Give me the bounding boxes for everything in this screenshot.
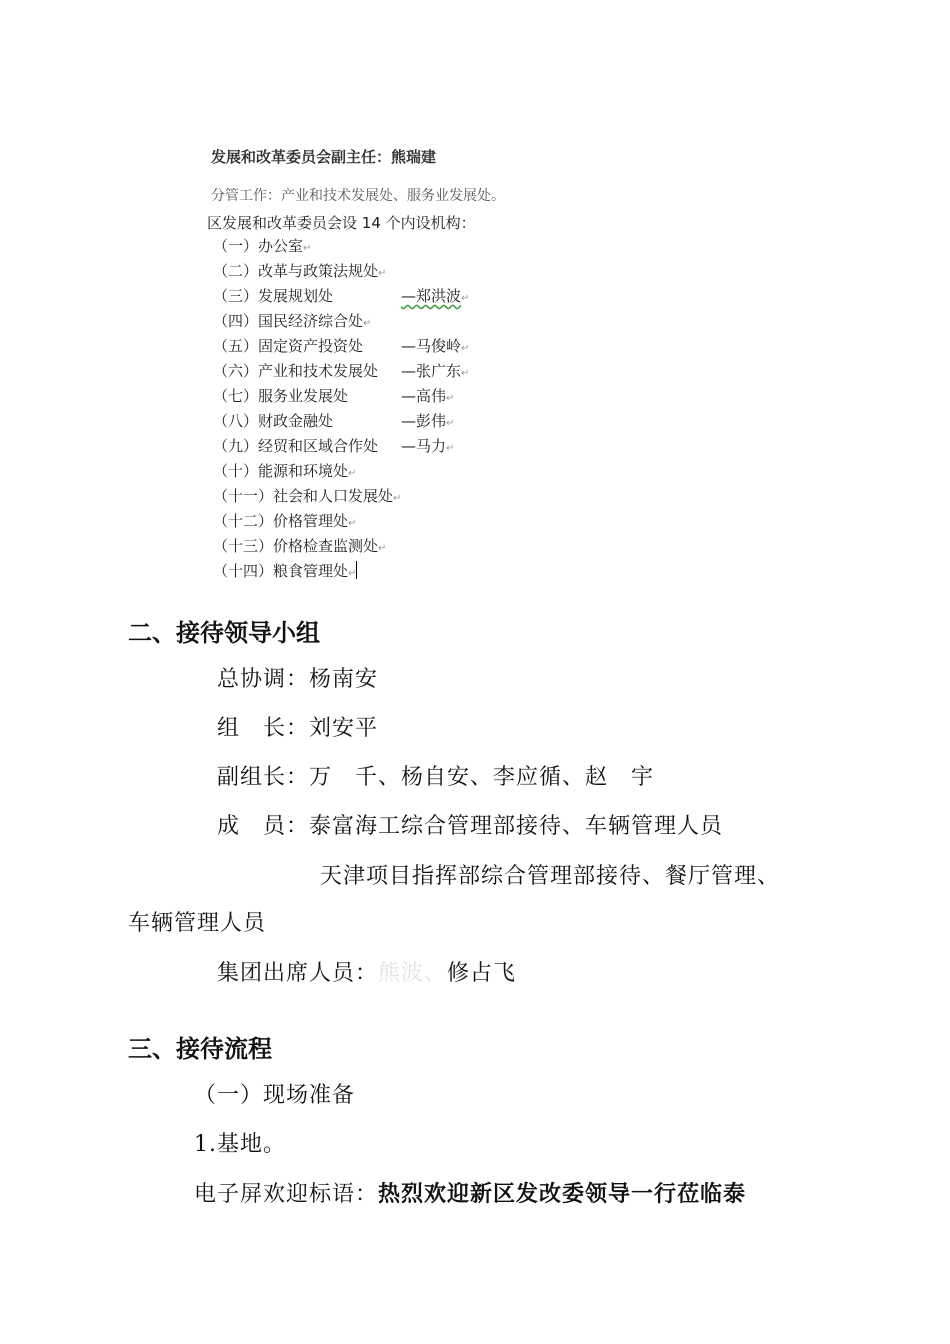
section3-heading: 三、接待流程 bbox=[128, 1035, 272, 1063]
section2-heading: 二、接待领导小组 bbox=[128, 619, 320, 647]
department-row bbox=[213, 335, 469, 356]
department-name: （四）国民经济综合处 bbox=[213, 312, 364, 330]
attendees-faded-name: 熊波、 bbox=[378, 961, 448, 986]
item-base: 1.基地。 bbox=[194, 1132, 286, 1157]
attendees-line bbox=[217, 956, 516, 987]
department-name: （八）财政金融处 bbox=[213, 412, 334, 430]
departments-intro: 区发展和改革委员会设 14 个内设机构： bbox=[207, 214, 476, 232]
department-head: —马俊岭 bbox=[401, 337, 462, 355]
paragraph-mark-icon: ↵ bbox=[446, 418, 455, 429]
department-name: （十三）价格检查监测处 bbox=[213, 537, 379, 555]
paragraph-mark-icon: ↵ bbox=[303, 243, 312, 254]
department-row bbox=[213, 385, 454, 406]
members-line-1: 成 员：泰富海工综合管理部接待、车辆管理人员 bbox=[217, 814, 724, 839]
attendees-label: 集团出席人员： bbox=[217, 961, 379, 986]
department-row bbox=[213, 560, 357, 581]
sub-heading-site-prep: （一）现场准备 bbox=[194, 1083, 356, 1108]
department-row bbox=[213, 435, 454, 456]
department-row bbox=[213, 535, 386, 556]
paragraph-mark-icon: ↵ bbox=[348, 568, 357, 579]
text-cursor bbox=[356, 561, 357, 579]
department-row bbox=[213, 510, 356, 531]
department-name: （五）固定资产投资处 bbox=[213, 337, 364, 355]
director-title: 发展和改革委员会副主任：熊瑞建 bbox=[211, 148, 437, 166]
leader-line: 组 长：刘安平 bbox=[217, 716, 379, 741]
paragraph-mark-icon: ↵ bbox=[348, 518, 357, 529]
department-row bbox=[213, 235, 311, 256]
director-duties: 分管工作：产业和技术发展处、服务业发展处。 bbox=[211, 188, 505, 204]
paragraph-mark-icon: ↵ bbox=[461, 293, 470, 304]
paragraph-mark-icon: ↵ bbox=[378, 543, 387, 554]
department-row bbox=[213, 360, 469, 381]
department-row bbox=[213, 485, 401, 506]
department-row bbox=[213, 310, 371, 331]
department-name: （二）改革与政策法规处 bbox=[213, 262, 379, 280]
department-name: （六）产业和技术发展处 bbox=[213, 362, 379, 380]
department-head: —张广东 bbox=[401, 362, 462, 380]
department-name: （十一）社会和人口发展处 bbox=[213, 487, 394, 505]
department-name: （十）能源和环境处 bbox=[213, 462, 349, 480]
department-name: （十四）粮食管理处 bbox=[213, 562, 349, 580]
department-head: —马力 bbox=[401, 437, 447, 455]
department-name: （七）服务业发展处 bbox=[213, 387, 349, 405]
department-name: （九）经贸和区域合作处 bbox=[213, 437, 379, 455]
paragraph-mark-icon: ↵ bbox=[348, 468, 357, 479]
slogan-text: 热烈欢迎新区发改委领导一行莅临泰 bbox=[378, 1181, 747, 1207]
paragraph-mark-icon: ↵ bbox=[378, 268, 387, 279]
paragraph-mark-icon: ↵ bbox=[461, 368, 470, 379]
deputy-line: 副组长：万 千、杨自安、李应循、赵 宇 bbox=[217, 765, 655, 790]
department-row bbox=[213, 410, 454, 431]
coordinator-line: 总协调：杨南安 bbox=[217, 667, 379, 692]
department-name: （三）发展规划处 bbox=[213, 287, 334, 305]
department-row bbox=[213, 460, 356, 481]
paragraph-mark-icon: ↵ bbox=[363, 318, 372, 329]
slogan-line bbox=[194, 1177, 746, 1208]
department-head: —郑洪波 bbox=[401, 287, 462, 305]
members-line-2: 天津项目指挥部综合管理部接待、餐厅管理、 bbox=[320, 864, 781, 889]
department-name: （一）办公室 bbox=[213, 237, 304, 255]
department-head: —彭伟 bbox=[401, 412, 447, 430]
members-line-3: 车辆管理人员 bbox=[128, 911, 267, 936]
paragraph-mark-icon: ↵ bbox=[393, 493, 402, 504]
department-name: （十二）价格管理处 bbox=[213, 512, 349, 530]
attendees-name: 修占飞 bbox=[447, 961, 517, 986]
department-row bbox=[213, 285, 469, 306]
department-row bbox=[213, 260, 386, 281]
slogan-label: 电子屏欢迎标语： bbox=[194, 1182, 379, 1207]
paragraph-mark-icon: ↵ bbox=[446, 393, 455, 404]
department-head: —高伟 bbox=[401, 387, 447, 405]
paragraph-mark-icon: ↵ bbox=[461, 343, 470, 354]
paragraph-mark-icon: ↵ bbox=[446, 443, 455, 454]
